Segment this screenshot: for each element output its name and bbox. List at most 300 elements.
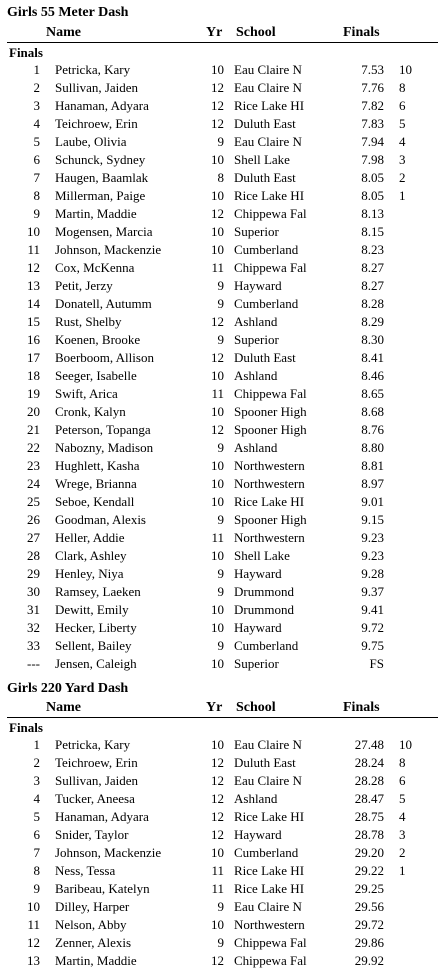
school-cell: Eau Claire N [234,737,302,752]
school-cell: Hayward [234,566,282,581]
finals-time-cell: 29.20 [354,845,384,860]
school-cell: Eau Claire N [234,62,302,77]
place-cell: 6 [33,827,40,842]
athlete-name-cell: Nelson, Abby [55,917,127,932]
finals-time-cell: 27.48 [354,737,384,752]
result-row [0,367,443,385]
athlete-name-cell: Peterson, Topanga [55,422,151,437]
athlete-name-cell: Laube, Olivia [55,134,127,149]
place-cell: 12 [27,935,40,950]
school-cell: Ashland [234,791,278,806]
finals-time-cell: 9.37 [361,584,384,599]
athlete-name-cell: Ramsey, Laeken [55,584,141,599]
finals-time-cell: 9.72 [361,620,384,635]
finals-time-cell: 8.81 [361,458,384,473]
year-cell: 12 [211,791,224,806]
finals-time-cell: 29.72 [354,917,384,932]
athlete-name-cell: Teichroew, Erin [55,755,138,770]
place-cell: 7 [33,170,40,185]
athlete-name-cell: Jensen, Caleigh [55,656,137,671]
year-cell: 10 [211,224,224,239]
school-cell: Hayward [234,278,282,293]
finals-time-cell: 9.23 [361,530,384,545]
year-cell: 10 [211,548,224,563]
year-cell: 12 [211,809,224,824]
finals-time-cell: 8.46 [361,368,384,383]
result-row [0,898,443,916]
finals-time-cell: 29.92 [354,953,384,968]
school-cell: Eau Claire N [234,134,302,149]
result-row [0,655,443,673]
place-cell: 26 [27,512,40,527]
school-cell: Ashland [234,314,278,329]
athlete-name-cell: Millerman, Paige [55,188,146,203]
school-cell: Duluth East [234,116,296,131]
place-cell: 14 [27,296,40,311]
result-row [0,259,443,277]
event-title: Girls 220 Yard Dash [7,681,129,696]
year-cell: 8 [217,170,224,185]
result-row [0,475,443,493]
school-cell: Eau Claire N [234,773,302,788]
points-cell: 6 [399,98,406,113]
school-column-header: School [236,700,276,715]
finals-time-cell: 8.76 [361,422,384,437]
finals-time-cell: 8.28 [361,296,384,311]
place-cell: 11 [27,917,40,932]
school-cell: Chippewa Fal [234,260,307,275]
school-cell: Rice Lake HI [234,881,305,896]
athlete-name-cell: Boerboom, Allison [55,350,154,365]
result-row [0,115,443,133]
place-cell: 9 [33,881,40,896]
result-row [0,133,443,151]
athlete-name-cell: Tucker, Aneesa [55,791,135,806]
finals-time-cell: 8.68 [361,404,384,419]
finals-time-cell: 9.01 [361,494,384,509]
round-subheading: Finals [9,45,43,60]
result-row [0,511,443,529]
athlete-name-cell: Teichroew, Erin [55,116,138,131]
year-cell: 12 [211,98,224,113]
points-cell: 8 [399,755,406,770]
athlete-name-cell: Dilley, Harper [55,899,130,914]
place-cell: 27 [27,530,40,545]
year-cell: 9 [217,584,224,599]
school-cell: Chippewa Fal [234,935,307,950]
school-cell: Rice Lake HI [234,809,305,824]
athlete-name-cell: Johnson, Mackenzie [55,845,162,860]
finals-time-cell: 28.28 [354,773,384,788]
athlete-name-cell: Nabozny, Madison [55,440,154,455]
school-cell: Duluth East [234,170,296,185]
school-cell: Superior [234,656,279,671]
year-cell: 12 [211,350,224,365]
result-row [0,862,443,880]
year-cell: 9 [217,296,224,311]
place-cell: 22 [27,440,40,455]
place-cell: 15 [27,314,40,329]
school-cell: Rice Lake HI [234,863,305,878]
place-cell: 17 [27,350,40,365]
finals-time-cell: 9.23 [361,548,384,563]
finals-time-cell: 9.28 [361,566,384,581]
place-cell: 13 [27,278,40,293]
place-cell: 28 [27,548,40,563]
year-cell: 12 [211,953,224,968]
school-cell: Chippewa Fal [234,386,307,401]
result-row [0,421,443,439]
points-cell: 5 [399,791,406,806]
athlete-name-cell: Goodman, Alexis [55,512,146,527]
year-cell: 10 [211,917,224,932]
place-cell: 21 [27,422,40,437]
place-cell: --- [27,656,40,671]
school-cell: Hayward [234,827,282,842]
place-cell: 5 [33,809,40,824]
place-cell: 16 [27,332,40,347]
result-row [0,772,443,790]
school-cell: Cumberland [234,242,299,257]
finals-time-cell: 28.75 [354,809,384,824]
year-cell: 11 [211,260,224,275]
result-row [0,934,443,952]
place-cell: 8 [33,188,40,203]
school-cell: Shell Lake [234,152,290,167]
place-cell: 23 [27,458,40,473]
result-row [0,79,443,97]
result-row [0,808,443,826]
year-cell: 9 [217,134,224,149]
name-column-header: Name [46,700,81,715]
result-row [0,754,443,772]
year-cell: 12 [211,422,224,437]
result-row [0,223,443,241]
athlete-name-cell: Sullivan, Jaiden [55,773,139,788]
finals-time-cell: 8.41 [361,350,384,365]
year-cell: 11 [211,386,224,401]
finals-time-cell: 29.22 [354,863,384,878]
points-cell: 3 [399,152,406,167]
result-row [0,205,443,223]
result-row [0,385,443,403]
result-row [0,619,443,637]
athlete-name-cell: Petricka, Kary [55,62,131,77]
year-cell: 11 [211,863,224,878]
school-cell: Northwestern [234,530,305,545]
result-row [0,277,443,295]
athlete-name-cell: Petit, Jerzy [55,278,113,293]
year-cell: 9 [217,899,224,914]
school-cell: Shell Lake [234,548,290,563]
result-row [0,547,443,565]
place-cell: 12 [27,260,40,275]
points-cell: 8 [399,80,406,95]
result-row [0,601,443,619]
header-divider [7,42,438,43]
athlete-name-cell: Zenner, Alexis [55,935,132,950]
points-cell: 4 [399,134,406,149]
school-cell: Northwestern [234,458,305,473]
athlete-name-cell: Johnson, Mackenzie [55,242,162,257]
year-cell: 10 [211,368,224,383]
year-cell: 12 [211,773,224,788]
athlete-name-cell: Heller, Addie [55,530,125,545]
result-row [0,529,443,547]
header-divider [7,717,438,718]
result-row [0,241,443,259]
place-cell: 9 [33,206,40,221]
year-cell: 12 [211,314,224,329]
place-cell: 7 [33,845,40,860]
school-cell: Chippewa Fal [234,953,307,968]
school-cell: Ashland [234,440,278,455]
place-cell: 2 [33,755,40,770]
year-cell: 11 [211,530,224,545]
athlete-name-cell: Wrege, Brianna [55,476,137,491]
finals-time-cell: 28.47 [354,791,384,806]
school-cell: Ashland [234,368,278,383]
athlete-name-cell: Dewitt, Emily [55,602,129,617]
place-cell: 19 [27,386,40,401]
result-row [0,826,443,844]
result-row [0,952,443,970]
points-cell: 10 [399,737,412,752]
finals-time-cell: FS [369,656,384,671]
school-cell: Cumberland [234,638,299,653]
athlete-name-cell: Koenen, Brooke [55,332,141,347]
school-cell: Northwestern [234,476,305,491]
athlete-name-cell: Hanaman, Adyara [55,809,149,824]
athlete-name-cell: Cronk, Kalyn [55,404,126,419]
result-row [0,493,443,511]
points-cell: 2 [399,845,406,860]
place-cell: 6 [33,152,40,167]
finals-time-cell: 28.78 [354,827,384,842]
athlete-name-cell: Henley, Niya [55,566,124,581]
school-cell: Superior [234,332,279,347]
school-cell: Duluth East [234,350,296,365]
result-row [0,637,443,655]
result-row [0,439,443,457]
place-cell: 32 [27,620,40,635]
school-cell: Drummond [234,584,294,599]
athlete-name-cell: Hanaman, Adyara [55,98,149,113]
year-cell: 9 [217,278,224,293]
year-cell: 9 [217,935,224,950]
result-row [0,151,443,169]
result-row [0,169,443,187]
place-cell: 29 [27,566,40,581]
place-cell: 30 [27,584,40,599]
athlete-name-cell: Rust, Shelby [55,314,122,329]
athlete-name-cell: Ness, Tessa [55,863,116,878]
finals-time-cell: 7.76 [361,80,384,95]
finals-time-cell: 8.05 [361,170,384,185]
athlete-name-cell: Martin, Maddie [55,206,137,221]
finals-time-cell: 7.98 [361,152,384,167]
points-cell: 1 [399,863,406,878]
result-row [0,565,443,583]
place-cell: 10 [27,899,40,914]
school-cell: Eau Claire N [234,899,302,914]
result-row [0,61,443,79]
finals-time-cell: 7.53 [361,62,384,77]
finals-time-cell: 8.30 [361,332,384,347]
school-cell: Cumberland [234,845,299,860]
athlete-name-cell: Hughlett, Kasha [55,458,140,473]
school-cell: Spooner High [234,422,307,437]
result-row [0,349,443,367]
column-header-row [0,700,443,716]
year-cell: 10 [211,476,224,491]
round-subheading: Finals [9,720,43,735]
finals-time-cell: 8.15 [361,224,384,239]
school-cell: Chippewa Fal [234,206,307,221]
school-cell: Superior [234,224,279,239]
name-column-header: Name [46,25,81,40]
year-cell: 9 [217,638,224,653]
finals-column-header: Finals [343,700,380,715]
place-cell: 1 [33,737,40,752]
athlete-name-cell: Donatell, Autumm [55,296,152,311]
result-row [0,457,443,475]
year-cell: 12 [211,827,224,842]
athlete-name-cell: Hecker, Liberty [55,620,137,635]
finals-time-cell: 8.29 [361,314,384,329]
school-column-header: School [236,25,276,40]
finals-time-cell: 28.24 [354,755,384,770]
year-cell: 10 [211,494,224,509]
athlete-name-cell: Clark, Ashley [55,548,127,563]
result-row [0,844,443,862]
year-cell: 10 [211,737,224,752]
event-title: Girls 55 Meter Dash [7,5,129,20]
year-column-header: Yr [206,700,223,715]
school-cell: Drummond [234,602,294,617]
place-cell: 2 [33,80,40,95]
finals-time-cell: 29.86 [354,935,384,950]
school-cell: Duluth East [234,755,296,770]
athlete-name-cell: Seeger, Isabelle [55,368,137,383]
result-row [0,187,443,205]
finals-time-cell: 8.23 [361,242,384,257]
year-cell: 10 [211,188,224,203]
result-row [0,880,443,898]
finals-time-cell: 9.75 [361,638,384,653]
place-cell: 8 [33,863,40,878]
finals-time-cell: 7.83 [361,116,384,131]
points-cell: 5 [399,116,406,131]
school-cell: Rice Lake HI [234,494,305,509]
school-cell: Eau Claire N [234,80,302,95]
finals-time-cell: 8.05 [361,188,384,203]
athlete-name-cell: Martin, Maddie [55,953,137,968]
result-row [0,736,443,754]
athlete-name-cell: Cox, McKenna [55,260,135,275]
result-row [0,295,443,313]
result-row [0,313,443,331]
result-row [0,790,443,808]
place-cell: 4 [33,116,40,131]
finals-time-cell: 8.97 [361,476,384,491]
finals-time-cell: 8.27 [361,260,384,275]
year-cell: 12 [211,116,224,131]
result-row [0,331,443,349]
athlete-name-cell: Mogensen, Marcia [55,224,153,239]
place-cell: 24 [27,476,40,491]
year-cell: 10 [211,404,224,419]
year-cell: 10 [211,458,224,473]
place-cell: 3 [33,773,40,788]
year-cell: 12 [211,80,224,95]
finals-time-cell: 29.56 [354,899,384,914]
finals-time-cell: 9.41 [361,602,384,617]
finals-time-cell: 9.15 [361,512,384,527]
school-cell: Rice Lake HI [234,188,305,203]
finals-time-cell: 7.82 [361,98,384,113]
points-cell: 3 [399,827,406,842]
year-cell: 10 [211,620,224,635]
place-cell: 31 [27,602,40,617]
finals-time-cell: 8.65 [361,386,384,401]
finals-time-cell: 29.25 [354,881,384,896]
year-cell: 9 [217,566,224,581]
athlete-name-cell: Sullivan, Jaiden [55,80,139,95]
place-cell: 18 [27,368,40,383]
athlete-name-cell: Petricka, Kary [55,737,131,752]
school-cell: Rice Lake HI [234,98,305,113]
year-cell: 12 [211,755,224,770]
year-cell: 10 [211,656,224,671]
year-cell: 10 [211,845,224,860]
place-cell: 5 [33,134,40,149]
finals-time-cell: 7.94 [361,134,384,149]
year-cell: 10 [211,242,224,257]
result-row [0,583,443,601]
year-cell: 10 [211,62,224,77]
year-cell: 10 [211,152,224,167]
athlete-name-cell: Swift, Arica [55,386,118,401]
year-cell: 9 [217,512,224,527]
year-cell: 11 [211,881,224,896]
points-cell: 6 [399,773,406,788]
result-row [0,403,443,421]
athlete-name-cell: Schunck, Sydney [55,152,146,167]
place-cell: 1 [33,62,40,77]
athlete-name-cell: Baribeau, Katelyn [55,881,150,896]
finals-time-cell: 8.13 [361,206,384,221]
place-cell: 20 [27,404,40,419]
year-cell: 9 [217,440,224,455]
place-cell: 25 [27,494,40,509]
result-row [0,916,443,934]
school-cell: Northwestern [234,917,305,932]
points-cell: 10 [399,62,412,77]
athlete-name-cell: Snider, Taylor [55,827,129,842]
finals-column-header: Finals [343,25,380,40]
school-cell: Spooner High [234,512,307,527]
school-cell: Cumberland [234,296,299,311]
place-cell: 3 [33,98,40,113]
points-cell: 1 [399,188,406,203]
school-cell: Hayward [234,620,282,635]
place-cell: 33 [27,638,40,653]
athlete-name-cell: Seboe, Kendall [55,494,135,509]
points-cell: 4 [399,809,406,824]
place-cell: 13 [27,953,40,968]
result-row [0,97,443,115]
